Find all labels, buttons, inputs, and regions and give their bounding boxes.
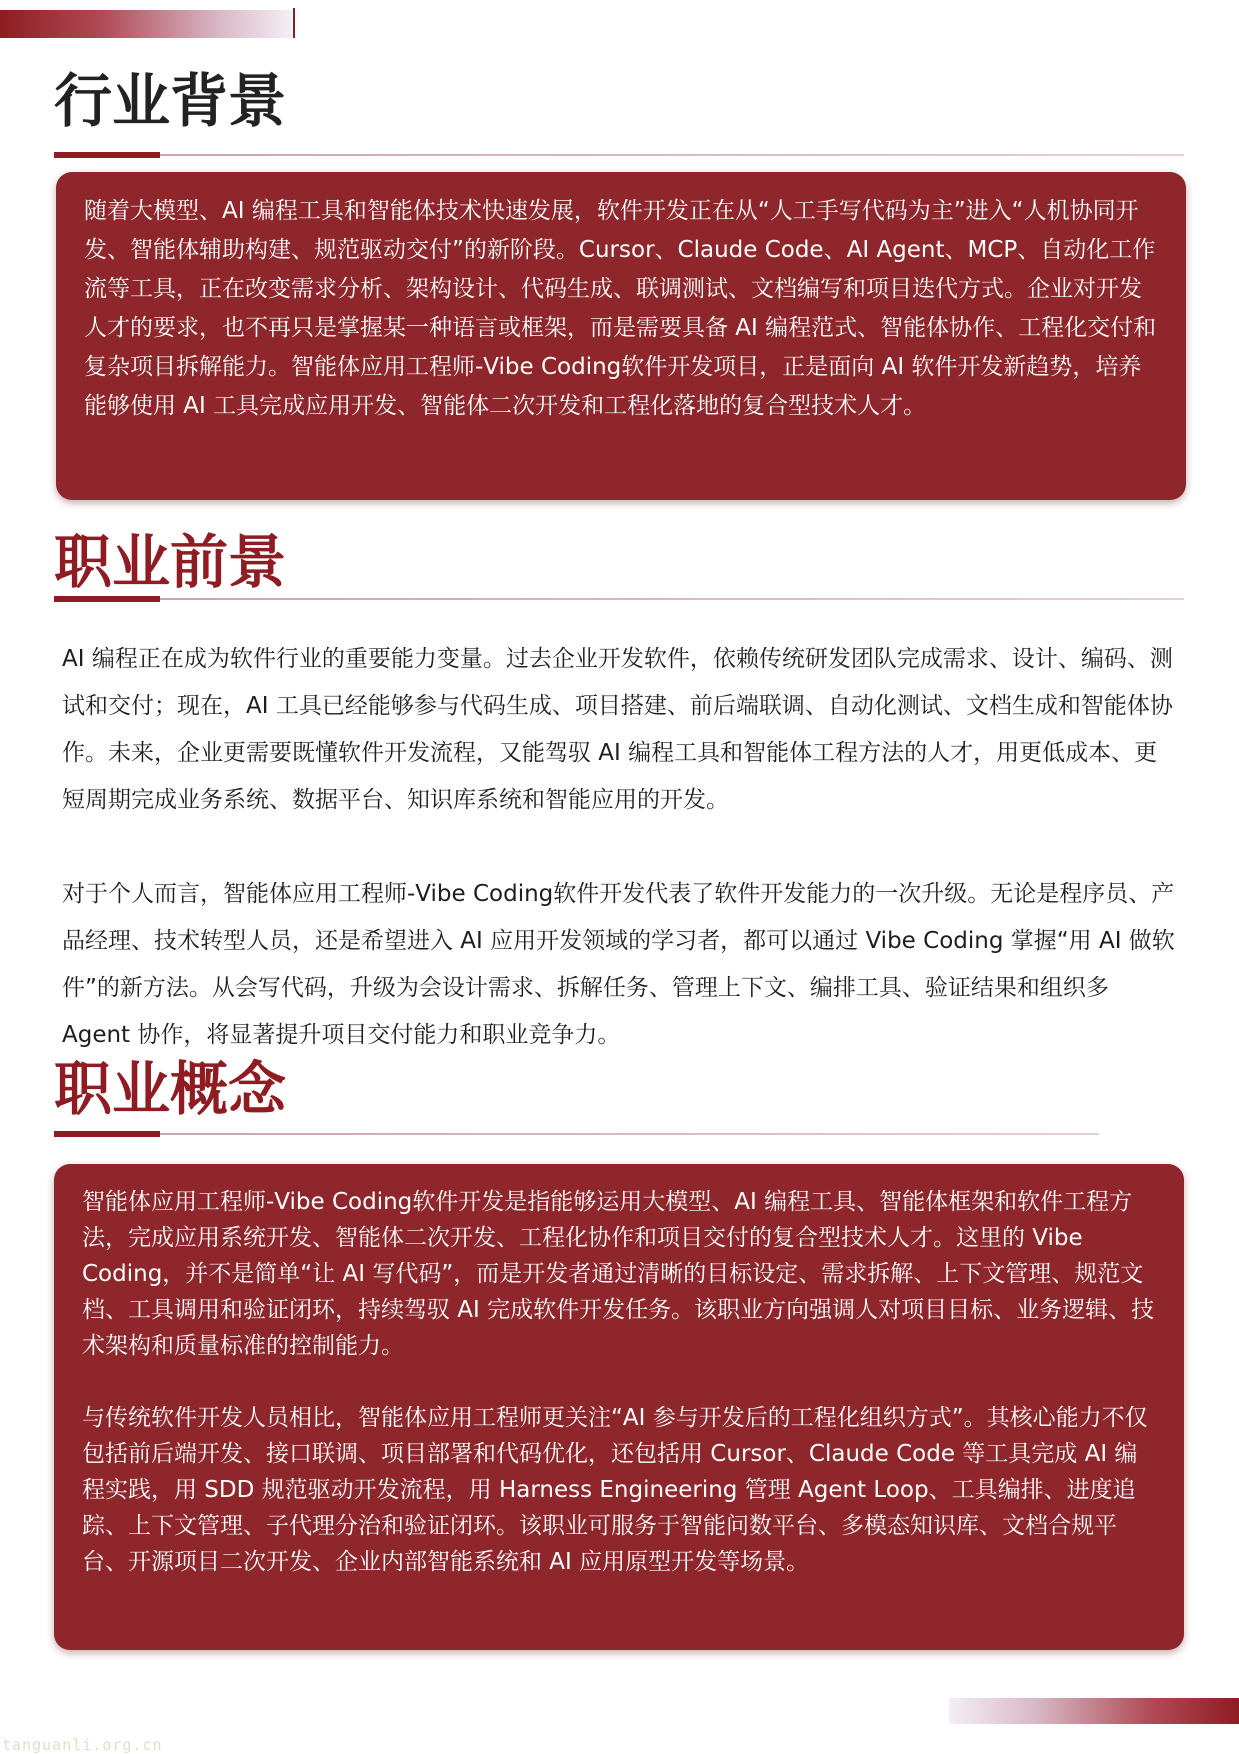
section-underline-accent	[54, 1131, 160, 1137]
career-concept-paragraph-1: 智能体应用工程师-Vibe Coding软件开发是指能够运用大模型、AI 编程工具、智能体框架和软件工程方法，完成应用系统开发、智能体二次开发、工程化协作和项目交付的复合型技术人才。这里的 Vibe Coding，并不是简单“让 AI 写代码”，而是开发者通过清晰的目标设定、需求拆解、上下文管理、规范文档、工具调用和验证闭环，持续驾驭 AI 完成软件开发任务。该职业方向强调人对项目目标、业务逻辑、技术架构和质量标准的控制能力。	[82, 1189, 1155, 1359]
top-decor-tick	[293, 8, 295, 38]
career-prospects-paragraph-2: 对于个人而言，智能体应用工程师-Vibe Coding软件开发代表了软件开发能力的一次升级。无论是程序员、产品经理、技术转型人员，还是希望进入 AI 应用开发领域的学习者，都可以通过 Vibe Coding 掌握“用 AI 做软件”的新方法。从会写代码，升级为会设计需求、拆解任务、管理上下文、编排工具、验证结果和组织多 Agent 协作，将显著提升项目交付能力和职业竞争力。	[62, 881, 1175, 1048]
section-underline	[54, 154, 1184, 156]
section-title-industry-background: 行业背景	[54, 67, 287, 135]
section-title-career-prospects: 职业前景	[54, 528, 287, 596]
section-title-career-concept: 职业概念	[54, 1055, 287, 1123]
section-underline	[54, 598, 1184, 600]
industry-background-panel	[56, 172, 1186, 500]
top-decor-bar	[0, 10, 292, 38]
industry-background-text: 随着大模型、AI 编程工具和智能体技术快速发展，软件开发正在从“人工手写代码为主”进入“人机协同开发、智能体辅助构建、规范驱动交付”的新阶段。Cursor、Claude Code、AI Agent、MCP、自动化工作流等工具，正在改变需求分析、架构设计、代码生成、联调测试、文档编写和项目迭代方式。企业对开发人才的要求，也不再只是掌握某一种语言或框架，而是需要具备 AI 编程范式、智能体协作、工程化交付和复杂项目拆解能力。智能体应用工程师-Vibe Coding软件开发项目，正是面向 AI 软件开发新趋势，培养能够使用 AI 工具完成应用开发、智能体二次开发和工程化落地的复合型技术人才。	[84, 198, 1157, 419]
section-underline-accent	[54, 152, 160, 158]
career-concept-paragraph-2: 与传统软件开发人员相比，智能体应用工程师更关注“AI 参与开发后的工程化组织方式”。其核心能力不仅包括前后端开发、接口联调、项目部署和代码优化，还包括用 Cursor、Claude Code 等工具完成 AI 编程实践，用 SDD 规范驱动开发流程，用 Harness Engineering 管理 Agent Loop、工具编排、进度追踪、上下文管理、子代理分治和验证闭环。该职业可服务于智能问数平台、多模态知识库、文档合规平台、开源项目二次开发、企业内部智能系统和 AI 应用原型开发等场景。	[82, 1405, 1148, 1575]
career-concept-panel	[54, 1164, 1184, 1650]
bottom-decor-bar	[949, 1698, 1239, 1724]
watermark: tanguanli.org.cn	[2, 1736, 163, 1754]
section-underline-accent	[54, 596, 160, 602]
section-underline	[54, 1133, 1099, 1135]
career-prospects-paragraph-1: AI 编程正在成为软件行业的重要能力变量。过去企业开发软件，依赖传统研发团队完成需求、设计、编码、测试和交付；现在，AI 工具已经能够参与代码生成、项目搭建、前后端联调、自动化测试、文档生成和智能体协作。未来，企业更需要既懂软件开发流程，又能驾驭 AI 编程工具和智能体工程方法的人才，用更低成本、更短周期完成业务系统、数据平台、知识库系统和智能应用的开发。	[62, 646, 1173, 813]
